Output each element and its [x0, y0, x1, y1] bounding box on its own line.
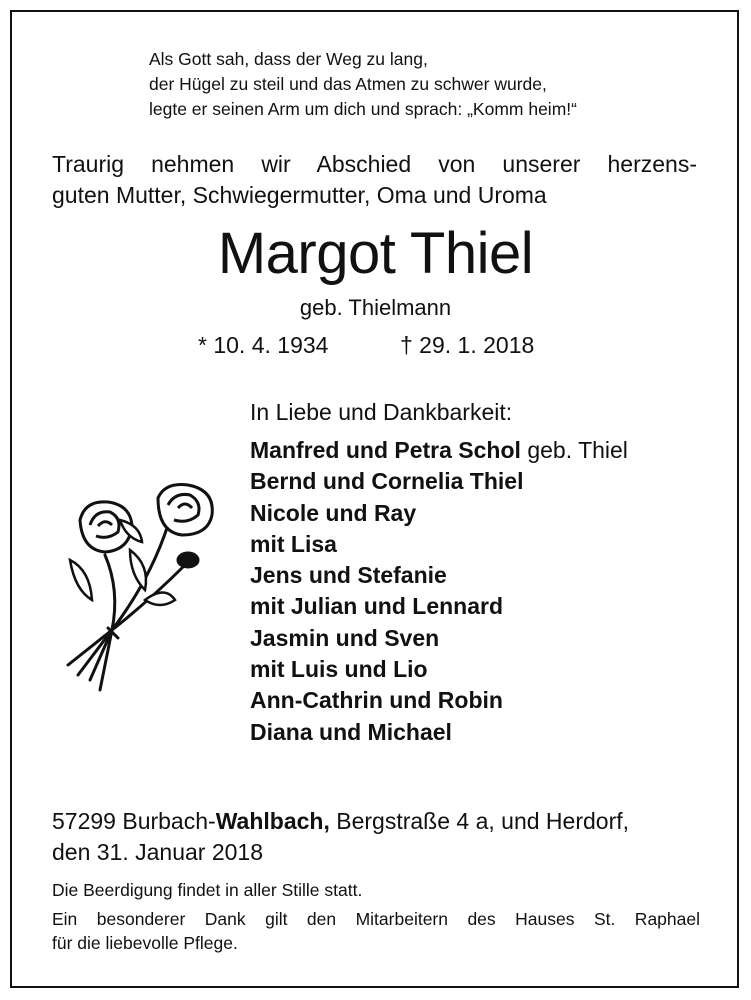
funeral-note: Die Beerdigung findet in aller Stille statt. [52, 880, 363, 900]
poem [149, 47, 577, 122]
family-line: mit Luis und Lio [250, 656, 428, 683]
poem-line-2: der Hügel zu steil und das Atmen zu schwer wurde, [149, 74, 547, 94]
notes [52, 878, 700, 955]
intro-line-2: guten Mutter, Schwiegermutter, Oma und Uroma [52, 182, 547, 208]
poem-line-1: Als Gott sah, dass der Weg zu lang, [149, 49, 428, 69]
family-line: mit Lisa [250, 530, 337, 557]
intro-text [52, 149, 697, 211]
birth-date: * 10. 4. 1934 [198, 332, 329, 358]
family-line: Ann-Cathrin und Robin [250, 687, 503, 714]
family-line: mit Julian und Lennard [250, 593, 504, 620]
family-list [250, 435, 628, 748]
intro-line-1: Traurig nehmen wir Abschied von unserer herzens- [52, 151, 697, 177]
family-line: Jens und Stefanie [250, 562, 447, 589]
deceased-name: Margot Thiel [217, 221, 534, 286]
family-line: Manfred und Petra Schol geb. Thiel [250, 437, 628, 463]
family-line: Jasmin und Sven [250, 624, 440, 651]
roses-icon [50, 480, 225, 700]
address-block [52, 806, 629, 868]
family-heading: In Liebe und Dankbarkeit: [250, 399, 513, 425]
family-line: Bernd und Cornelia Thiel [250, 468, 524, 495]
poem-line-3: legte er seinen Arm um dich und sprach: „Komm heim!“ [149, 99, 577, 119]
maiden-name: geb. Thielmann [299, 295, 452, 320]
death-date: † 29. 1. 2018 [400, 332, 535, 358]
address-line: 57299 Burbach-Wahlbach, Bergstraße 4 a, und Herdorf, [52, 808, 630, 834]
thanks-line-2: für die liebevolle Pflege. [52, 933, 238, 953]
thanks-line-1: Ein besonderer Dank gilt den Mitarbeitern des Hauses St. Raphael [52, 909, 700, 929]
family-line: Diana und Michael [250, 718, 452, 745]
address-date: den 31. Januar 2018 [52, 839, 264, 865]
family-line: Nicole und Ray [250, 499, 417, 526]
